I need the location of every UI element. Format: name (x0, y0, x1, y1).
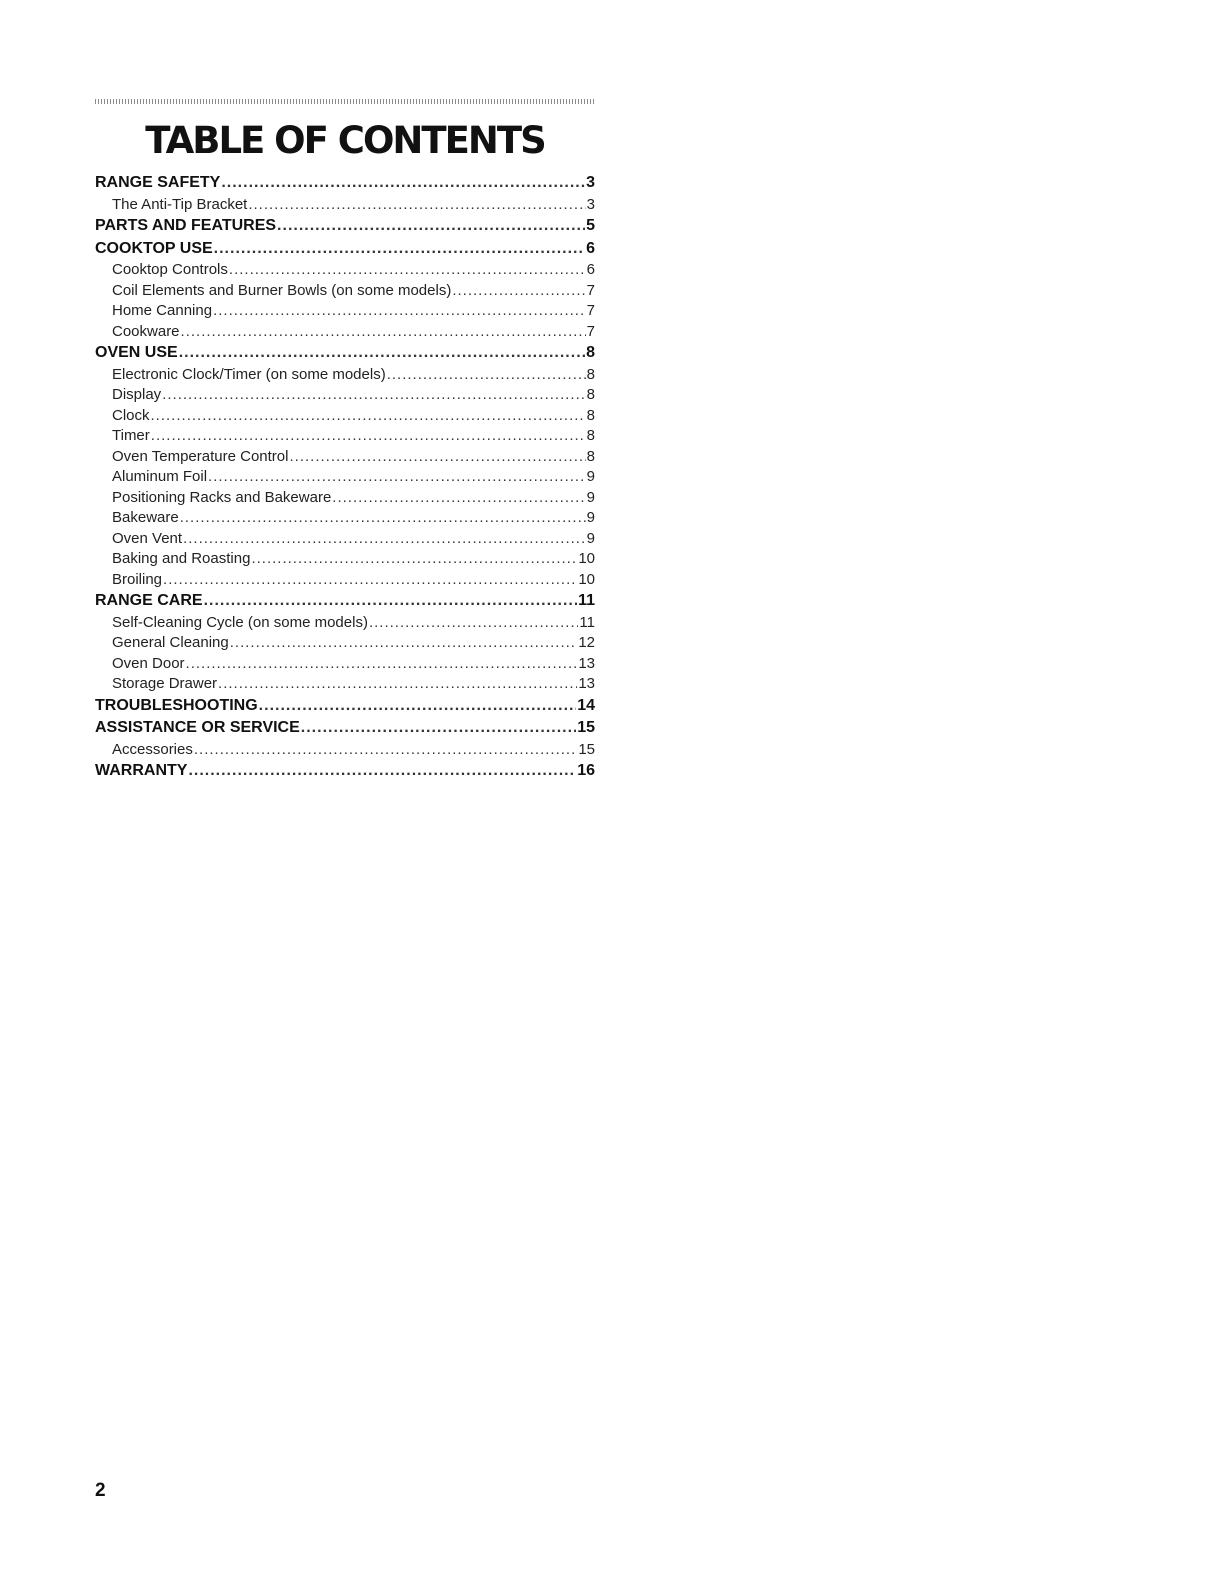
table-of-contents (95, 172, 595, 783)
toc-subsection-row[interactable] (95, 322, 595, 343)
dot-leader (369, 613, 578, 634)
toc-page-number: 8 (586, 427, 595, 444)
toc-section-row[interactable] (95, 760, 595, 783)
toc-page-number: 11 (578, 592, 595, 609)
dot-leader (277, 215, 585, 238)
toc-page-number: 8 (586, 447, 595, 465)
toc-subsection-row[interactable] (95, 549, 595, 570)
dot-leader (332, 488, 585, 509)
toc-page-number: 8 (586, 344, 595, 361)
toc-page-number: 15 (578, 740, 595, 758)
dot-leader (213, 301, 586, 322)
dot-leader (230, 633, 578, 654)
dot-leader (387, 365, 586, 386)
toc-subsection-row[interactable] (95, 426, 595, 447)
toc-page-number: 7 (586, 322, 595, 340)
toc-subsection-row[interactable] (95, 195, 595, 216)
toc-page-number: 9 (586, 468, 595, 485)
toc-page-number: 7 (586, 302, 595, 319)
toc-page-number: 8 (586, 386, 595, 403)
toc-entry-label: RANGE SAFETY (95, 174, 221, 191)
toc-entry-label: TROUBLESHOOTING (95, 696, 258, 714)
toc-page-number: 15 (577, 719, 595, 736)
toc-page-number: 16 (577, 762, 595, 779)
toc-section-row[interactable] (95, 695, 595, 718)
header-rule (95, 99, 595, 104)
dot-leader (214, 238, 585, 261)
toc-section-row[interactable] (95, 717, 595, 740)
toc-subsection-row[interactable] (95, 447, 595, 468)
dot-leader (248, 195, 585, 216)
toc-entry-label: Clock (112, 406, 150, 424)
toc-entry-label: RANGE CARE (95, 592, 203, 609)
toc-entry-label: PARTS AND FEATURES (95, 217, 277, 234)
toc-subsection-row[interactable] (95, 488, 595, 509)
toc-page-number: 6 (586, 261, 595, 278)
toc-entry-label: ASSISTANCE OR SERVICE (95, 719, 300, 736)
toc-page-number: 13 (578, 654, 595, 672)
dot-leader (151, 406, 586, 427)
toc-entry-label: Oven Door (112, 654, 185, 672)
toc-subsection-row[interactable] (95, 301, 595, 322)
toc-entry-label: General Cleaning (112, 634, 229, 651)
dot-leader (218, 674, 577, 695)
toc-entry-label: Positioning Racks and Bakeware (112, 488, 332, 506)
toc-page-number: 10 (578, 570, 595, 588)
toc-entry-label: Broiling (112, 570, 163, 588)
toc-section-row[interactable] (95, 342, 595, 365)
toc-subsection-row[interactable] (95, 529, 595, 550)
toc-entry-label: Aluminum Foil (112, 468, 208, 485)
toc-page-number: 12 (578, 634, 595, 651)
toc-subsection-row[interactable] (95, 508, 595, 529)
toc-page-number: 9 (586, 488, 595, 506)
toc-section-row[interactable] (95, 172, 595, 195)
toc-page-number: 3 (586, 195, 595, 213)
dot-leader (188, 760, 576, 783)
dot-leader (151, 426, 586, 447)
toc-page-number: 8 (586, 406, 595, 424)
toc-subsection-row[interactable] (95, 613, 595, 634)
toc-entry-label: Electronic Clock/Timer (on some models) (112, 365, 386, 383)
toc-entry-label: COOKTOP USE (95, 239, 213, 257)
toc-section-row[interactable] (95, 238, 595, 261)
toc-subsection-row[interactable] (95, 467, 595, 488)
toc-entry-label: Cooktop Controls (112, 261, 228, 278)
toc-entry-label: Storage Drawer (112, 675, 218, 692)
page-number: 2 (95, 1480, 106, 1501)
toc-subsection-row[interactable] (95, 654, 595, 675)
toc-subsection-row[interactable] (95, 740, 595, 761)
toc-entry-label: Display (112, 386, 162, 403)
toc-entry-label: The Anti-Tip Bracket (112, 195, 248, 213)
toc-entry-label: Accessories (112, 740, 193, 758)
toc-entry-label: Self-Cleaning Cycle (on some models) (112, 613, 368, 631)
toc-page-number: 8 (586, 365, 595, 383)
dot-leader (204, 590, 578, 613)
dot-leader (194, 740, 577, 761)
toc-page-number: 3 (586, 174, 595, 191)
toc-page-number: 9 (586, 529, 595, 547)
toc-entry-label: Coil Elements and Burner Bowls (on some models) (112, 281, 452, 299)
toc-subsection-row[interactable] (95, 406, 595, 427)
toc-page-number: 7 (586, 281, 595, 299)
dot-leader (162, 385, 585, 406)
toc-entry-label: Oven Vent (112, 529, 183, 547)
toc-entry-label: Bakeware (112, 509, 179, 526)
dot-leader (221, 172, 585, 195)
toc-page-number: 11 (579, 613, 595, 631)
toc-section-row[interactable] (95, 215, 595, 238)
toc-page-number: 13 (578, 675, 595, 692)
dot-leader (181, 322, 586, 343)
dot-leader (163, 570, 577, 591)
dot-leader (452, 281, 585, 302)
dot-leader (179, 342, 585, 365)
dot-leader (229, 260, 586, 281)
dot-leader (259, 695, 577, 718)
dot-leader (180, 508, 586, 529)
toc-page-number: 5 (586, 217, 595, 234)
dot-leader (183, 529, 586, 550)
toc-subsection-row[interactable] (95, 674, 595, 695)
toc-entry-label: Timer (112, 427, 150, 444)
toc-entry-label: Home Canning (112, 302, 213, 319)
toc-page-number: 14 (577, 696, 595, 714)
toc-subsection-row[interactable] (95, 260, 595, 281)
toc-entry-label: OVEN USE (95, 344, 178, 361)
toc-page-number: 10 (578, 550, 595, 567)
toc-subsection-row[interactable] (95, 633, 595, 654)
dot-leader (208, 467, 586, 488)
toc-subsection-row[interactable] (95, 385, 595, 406)
dot-leader (301, 717, 576, 740)
toc-entry-label: Baking and Roasting (112, 550, 251, 567)
toc-page-number: 6 (586, 239, 595, 257)
dot-leader (289, 447, 585, 468)
dot-leader (186, 654, 578, 675)
toc-entry-label: Cookware (112, 322, 180, 340)
toc-subsection-row[interactable] (95, 570, 595, 591)
page-title: TABLE OF CONTENTS (145, 119, 545, 162)
toc-page-number: 9 (586, 509, 595, 526)
toc-subsection-row[interactable] (95, 281, 595, 302)
toc-subsection-row[interactable] (95, 365, 595, 386)
dot-leader (251, 549, 577, 570)
toc-entry-label: WARRANTY (95, 762, 188, 779)
toc-section-row[interactable] (95, 590, 595, 613)
toc-entry-label: Oven Temperature Control (112, 447, 289, 465)
